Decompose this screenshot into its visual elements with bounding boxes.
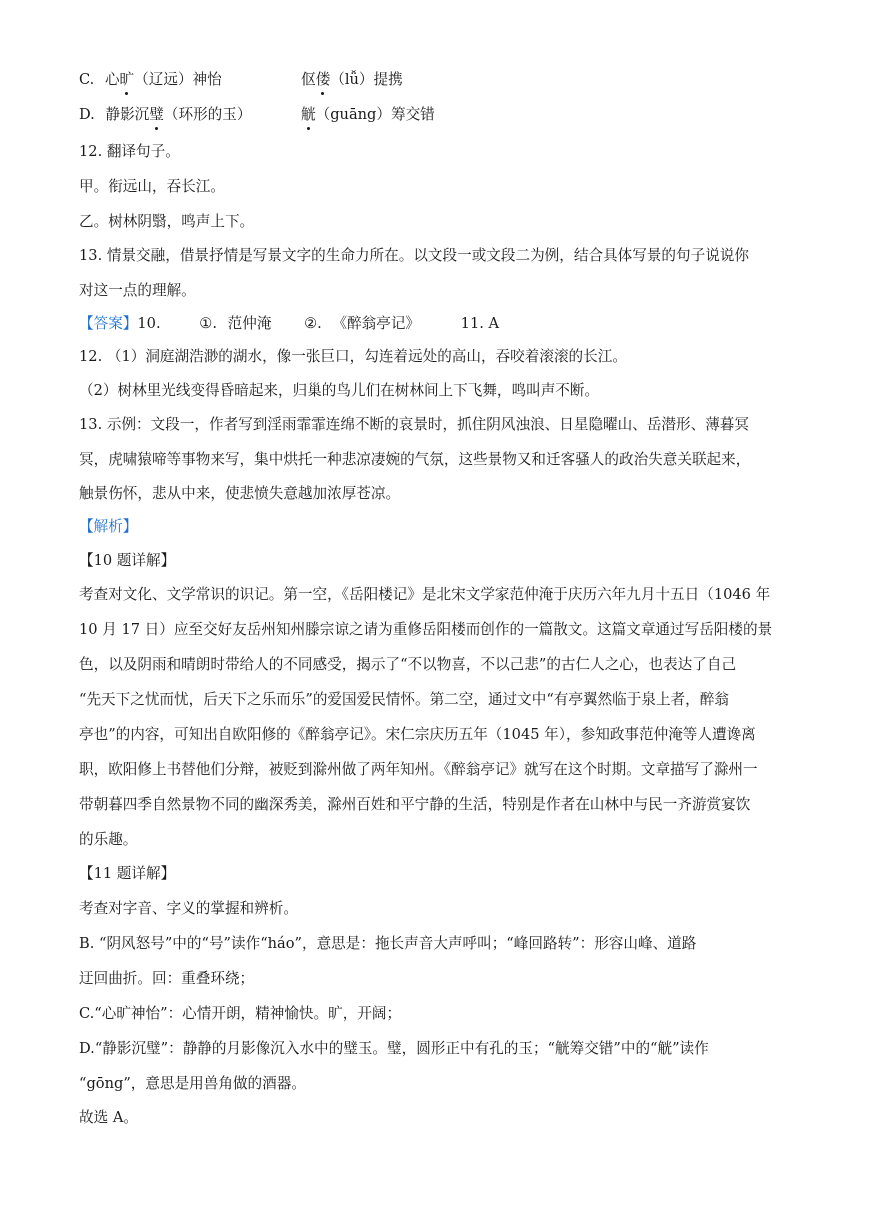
q11-detail-line: “gōng”，意思是用兽角做的酒器。 (79, 1075, 306, 1092)
option-c-a-pre: 心 (104, 71, 120, 88)
q12-sentence-yi: 乙。树林阴翳，鸣声上下。 (79, 213, 255, 230)
option-d-a-post: （环形的玉） (163, 106, 252, 123)
q10-detail-heading: 【10 题详解】 (79, 552, 176, 569)
q10-detail-line: “先天下之忧而忧，后天下之乐而乐”的爱国爱民情怀。第二空，通过文中“有亭翼然临于泉上者，醉翁 (79, 691, 729, 708)
q11-detail-line: C.“心旷神怡”：心情开朗，精神愉快。旷，开阔； (79, 1005, 402, 1022)
q10-detail-line: 亭也”的内容，可知出自欧阳修的《醉翁亭记》。宋仁宗庆历五年（1045 年），参知政事范仲淹等人遭谗离 (79, 726, 756, 743)
option-d-b (301, 105, 435, 125)
answer-q13-line-2: 冥，虎啸猿啼等事物来写，集中烘托一种悲凉凄婉的气氛，这些景物又和迁客骚人的政治失意关联起来， (79, 451, 751, 468)
answer-blank2: 《醉翁亭记》 (332, 315, 421, 332)
analysis-tag: 【解析】 (79, 518, 138, 535)
option-d-a-pre: 静影沉 (105, 106, 150, 123)
answer-q12-part1: 12. （1）洞庭湖浩渺的湖水，像一张巨口，勾连着远处的高山，吞咬着滚滚的长江。 (79, 348, 627, 365)
option-c-a-dot: 旷 (119, 71, 135, 88)
q12-sentence-jia: 甲。衔远山，吞长江。 (79, 178, 225, 195)
option-c-b (301, 70, 403, 90)
answer-q11: 11. A (460, 315, 500, 332)
q10-detail-line: 10 月 17 日）应至交好友岳州知州滕宗谅之请为重修岳阳楼而创作的一篇散文。这篇文章通过写岳阳楼的景 (79, 621, 773, 638)
q13-stem-line-2: 对这一点的理解。 (79, 282, 196, 299)
option-d (79, 105, 251, 125)
q10-detail-line: 带朝暮四季自然景物不同的幽深秀美，滁州百姓和平宁静的生活，特别是作者在山林中与民一齐游赏宴饮 (79, 796, 751, 813)
answer-q13-line-3: 触景伤怀，悲从中来，使悲愤失意越加浓厚苍凉。 (79, 485, 401, 502)
q10-detail-line: 的乐趣。 (79, 831, 138, 848)
answer-blank2-num: ②. (304, 315, 322, 332)
q11-detail-line: 考查对字音、字义的掌握和辨析。 (79, 900, 298, 917)
q10-detail-line: 职，欧阳修上书替他们分辩，被贬到滁州做了两年知州。《醉翁亭记》就写在这个时期。文章描写了滁州一 (79, 761, 758, 778)
q11-detail-line: D.“静影沉璧”：静静的月影像沉入水中的璧玉。璧，圆形正中有孔的玉；“觥筹交错”中的“觥”读作 (79, 1040, 709, 1057)
q11-detail-line: B. “阴风怒号”中的“号”读作“háo”，意思是：拖长声音大声呼叫；“峰回路转”：形容山峰、道路 (79, 935, 697, 952)
q11-detail-heading: 【11 题详解】 (79, 865, 176, 882)
q11-detail-line: 迂回曲折。回：重叠环绕； (79, 970, 255, 987)
answer-tag: 【答案】 (79, 315, 138, 332)
option-c-b-dot: 偻 (315, 71, 331, 88)
answer-blank1-num: ①. (199, 315, 217, 332)
option-d-label: D. (79, 106, 95, 123)
option-d-b-post: （guāng）筹交错 (315, 106, 435, 123)
answer-blank1: 范仲淹 (227, 315, 272, 332)
answer-q10: 10. (137, 315, 161, 332)
option-c-b-post: （lǚ）提携 (330, 71, 403, 88)
q12-stem: 12. 翻译句子。 (79, 143, 180, 160)
answer-q13-line-1: 13. 示例：文段一，作者写到淫雨霏霏连绵不断的哀景时，抓住阴风浊浪、日星隐曜山、岳潜形、薄暮冥 (79, 416, 749, 433)
option-c-a-post: （辽远）神怡 (134, 71, 222, 88)
option-c-label: C. (79, 71, 95, 88)
answer-q12-part2: （2）树林里光线变得昏暗起来，归巢的鸟儿们在树林间上下飞舞，鸣叫声不断。 (79, 382, 600, 399)
q13-stem-line-1: 13. 情景交融，借景抒情是写景文字的生命力所在。以文段一或文段二为例，结合具体写景的句子说说你 (79, 247, 749, 264)
answer-line (79, 314, 499, 334)
option-c-b-pre: 伛 (301, 71, 316, 88)
q11-detail-line: 故选 A。 (79, 1109, 138, 1126)
option-c (79, 70, 222, 90)
q10-detail-line: 色，以及阴雨和晴朗时带给人的不同感受，揭示了“不以物喜，不以己悲”的古仁人之心，也表达了自己 (79, 656, 737, 673)
option-d-a-dot: 璧 (149, 106, 164, 123)
q10-detail-line: 考查对文化、文学常识的识记。第一空，《岳阳楼记》是北宋文学家范仲淹于庆历六年九月十五日（1046 年 (79, 586, 771, 603)
option-d-b-dot: 觥 (301, 106, 316, 123)
